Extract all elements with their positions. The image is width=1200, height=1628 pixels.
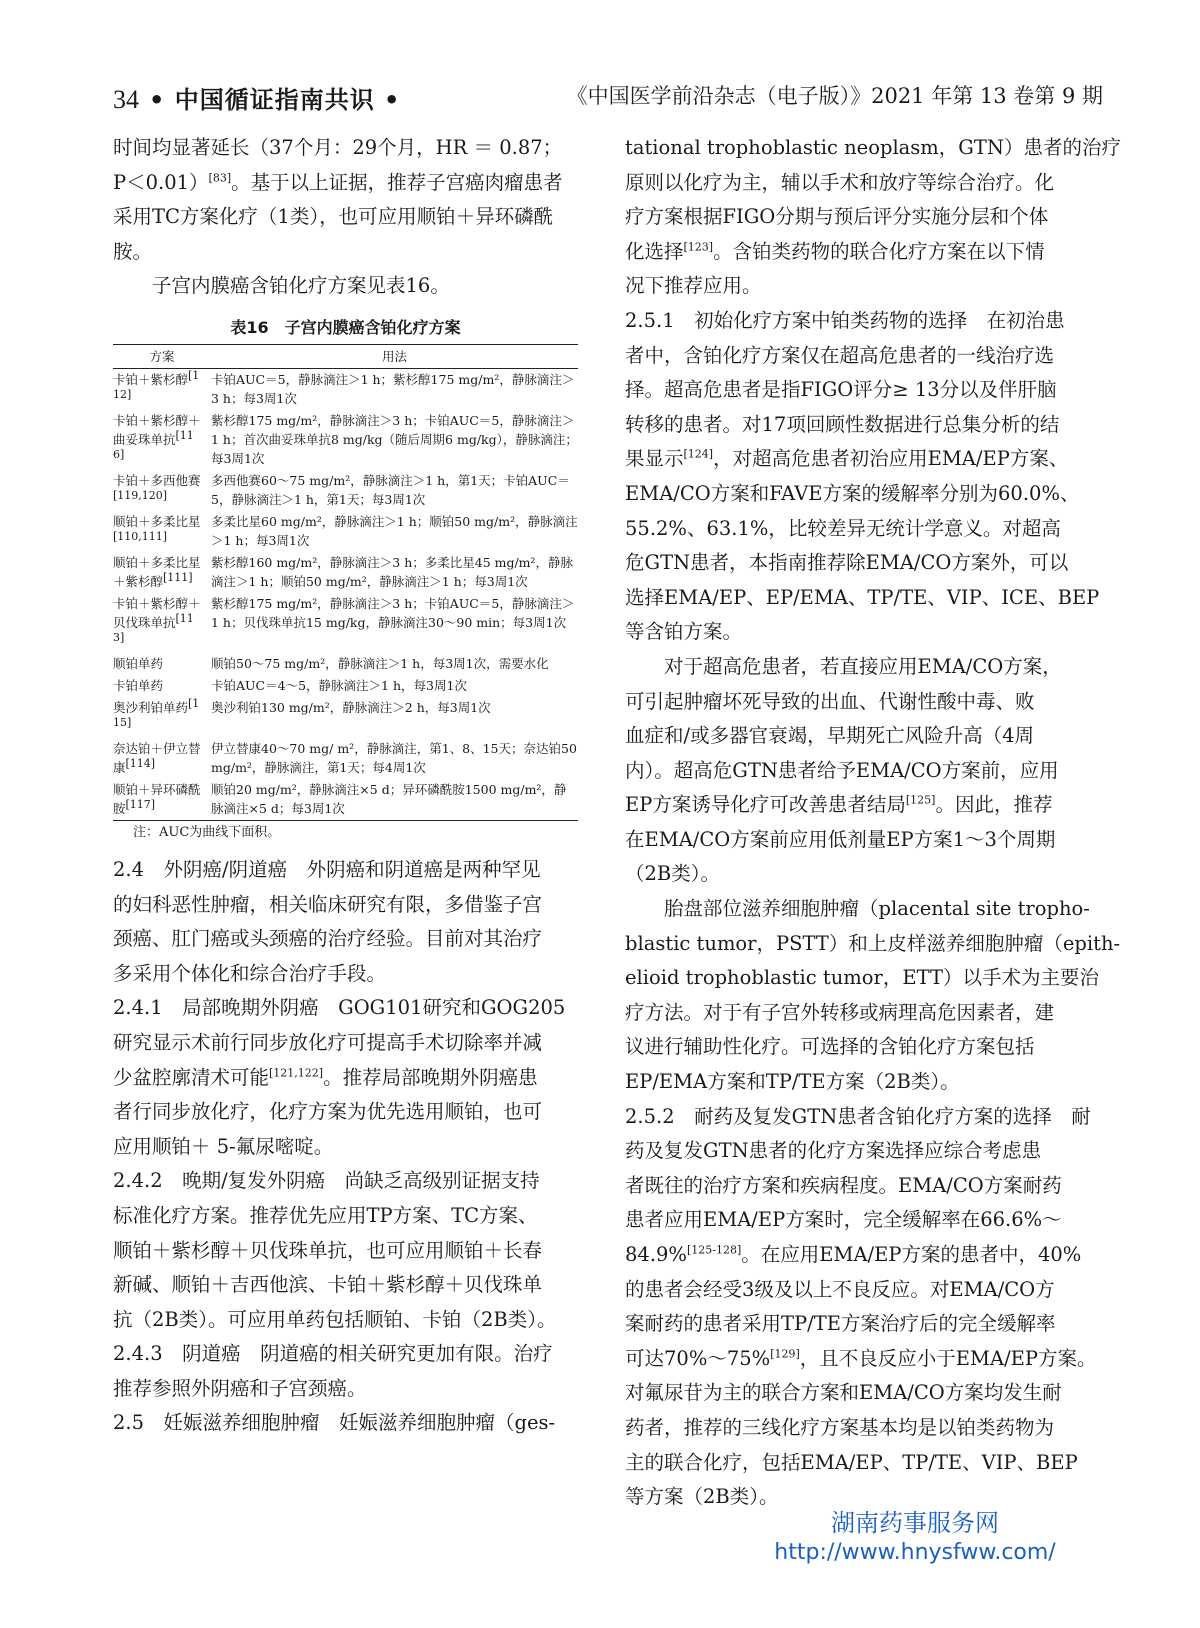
text-line: 胺。 [113,239,153,263]
text-line: 可达70%～75%[129]，且不良反应小于EMA/EP方案。 [625,1346,1097,1370]
section-2-4 [113,853,578,991]
regimen-table [113,344,578,821]
page-number: 34 [113,85,139,114]
paragraph [625,892,1121,1100]
page-header [113,80,1103,116]
text-line: 择。超高危患者是指FIGO评分≥ 13分以及伴肝脑 [625,378,1057,402]
text-line: 选择EMA/EP、EP/EMA、TP/TE、VIP、ICE、BEP [625,585,1100,609]
text-line: 况下推荐应用。 [625,274,762,298]
text-line: 患者应用EMA/EP方案时，完全缓解率在66.6%～ [625,1208,1062,1232]
text-line: 少盆腔廓清术可能[121,122]。推荐局部晚期外阴癌患 [113,1065,538,1089]
text-line: 危GTN患者，本指南推荐除EMA/CO方案外，可以 [625,551,1069,575]
usage-cell: 紫杉醇160 mg/m²，静脉滴注＞3 h；多柔比星45 mg/m²，静脉滴注＞1 h；顺铂50 mg/m²，静脉滴注＞1 h；每3周1次 [211,554,574,589]
usage-cell: 多柔比星60 mg/m²，静脉滴注＞1 h；顺铂50 mg/m²，静脉滴注＞1 h；每3周1次 [211,513,578,548]
text-line: 新碱、顺铂＋吉西他滨、卡铂＋紫杉醇＋贝伐珠单 [113,1273,543,1297]
section-title: • 中国循证指南共识 • [149,86,401,114]
text-line: EP/EMA方案和TP/TE方案（2B类）。 [625,1070,960,1094]
text-line: 时间均显著延长（37个月：29个月，HR ＝ 0.87； [113,136,563,159]
regimen-cell: 顺铂＋多柔比星＋紫杉醇[111] [113,554,201,589]
text-line: tational trophoblastic neoplasm，GTN）患者的治疗 [625,136,1121,159]
text-line: 血症和/或多器官衰竭，早期死亡风险升高（4周 [625,724,1034,748]
paragraph [113,131,578,269]
text-line: 化选择[123]。含铂类药物的联合化疗方案在以下情 [625,239,1045,263]
text-line: 在EMA/CO方案前应用低剂量EP方案1～3个周期 [625,827,1056,851]
table-note: 注：AUC为曲线下面积。 [133,824,281,840]
table-row [113,470,578,511]
text-line: EMA/CO方案和FAVE方案的缓解率分别为60.0%、 [625,481,1080,505]
usage-cell: 奥沙利铂130 mg/m²，静脉滴注＞2 h，每3周1次 [211,699,491,715]
text-line: 案耐药的患者采用TP/TE方案治疗后的完全缓解率 [625,1312,1056,1336]
text-line: 2.4 外阴癌/阴道癌 外阴癌和阴道癌是两种罕见 [113,857,541,881]
section-2-5-1 [625,304,1100,650]
usage-cell: 顺铂50～75 mg/m²，静脉滴注＞1 h，每3周1次，需要水化 [211,655,549,671]
text-line: 原则以化疗为主，辅以手术和放疗等综合治疗。化 [625,170,1055,194]
text-line: 等含铂方案。 [625,620,743,644]
text-line: 2.4.1 局部晚期外阴癌 GOG101研究和GOG205 [113,996,566,1020]
watermark-url: http://www.hnysfww.com/ [774,1540,1056,1565]
text-line: 标准化疗方案。推荐优先应用TP方案、TC方案、 [113,1203,538,1227]
text-line: 顺铂＋紫杉醇＋贝伐珠单抗，也可应用顺铂＋长春 [113,1238,543,1262]
regimen-cell: 卡铂＋紫杉醇[112] [113,368,200,401]
table-row [113,697,578,738]
text-line: 抗（2B类）。可应用单药包括顺铂、卡铂（2B类）。 [113,1307,557,1331]
table-body [113,368,578,820]
text-line: 84.9%[125-128]。在应用EMA/EP方案的患者中，40% [625,1243,1082,1266]
table-header-row [113,344,578,368]
text-line: 等方案（2B类）。 [625,1485,779,1509]
table-row [113,779,578,821]
text-line: 2.5.2 耐药及复发GTN患者含铂化疗方案的选择 耐 [625,1104,1091,1128]
text-line: 多采用个体化和综合治疗手段。 [113,961,387,985]
table-row [113,552,578,593]
table-row [113,410,578,470]
usage-cell: 卡铂AUC＝4～5，静脉滴注＞1 h，每3周1次 [211,677,467,693]
text-line: 果显示[124]，对超高危患者初治应用EMA/EP方案、 [625,447,1069,471]
text-line: 对氟尿苷为主的联合方案和EMA/CO方案均发生耐 [625,1381,1062,1405]
text-line: 应用顺铂＋ 5-氟尿嘧啶。 [113,1134,334,1158]
table-title: 表16 子宫内膜癌含铂化疗方案 [230,317,461,337]
section-2-4-2 [113,1164,578,1337]
regimen-cell: 卡铂＋紫杉醇＋贝伐珠单抗[113] [113,595,201,644]
usage-cell: 卡铂AUC＝5，静脉滴注＞1 h；紫杉醇175 mg/m²，静脉滴注＞3 h；每3周1次 [211,371,575,406]
text-line: 采用TC方案化疗（1类），也可应用顺铂＋异环磷酰 [113,205,554,229]
usage-cell: 紫杉醇175 mg/m²，静脉滴注＞3 h；卡铂AUC＝5，静脉滴注＞1 h；首次曲妥珠单抗8 mg/kg（随后周期6 mg/kg），静脉滴注；每3周1次 [211,412,578,466]
text-line: 疗方法。对于有子宫外转移或病理高危因素者，建 [625,1000,1055,1024]
watermark [765,1508,1065,1568]
table-row [113,675,578,697]
table-row [113,738,578,779]
text-line: 者中，含铂化疗方案仅在超高危患者的一线治疗选 [625,343,1055,367]
text-line: 的患者会经受3级及以上不良反应。对EMA/CO方 [625,1277,1055,1301]
text-line: blastic tumor，PSTT）和上皮样滋养细胞肿瘤（epith- [625,931,1121,955]
col-header-regimen: 方案 [113,344,211,368]
text-line: 疗方案根据FIGO分期与预后评分实施分层和个体 [625,205,1049,229]
section-2-5-2 [625,1100,1097,1515]
left-column [113,131,578,1441]
regimen-cell: 顺铂单药 [113,655,164,671]
regimen-cell: 顺铂＋多柔比星[110,111] [113,513,201,543]
right-column [625,131,1121,1515]
journal-title: 《中国医学前沿杂志（电子版）》2021 年第 13 卷第 9 期 [566,84,1103,108]
col-header-usage: 用法 [211,344,578,368]
text-line: 2.5 妊娠滋养细胞肿瘤 妊娠滋养细胞肿瘤（ges- [113,1411,556,1435]
usage-cell: 紫杉醇175 mg/m²，静脉滴注＞3 h；卡铂AUC＝5，静脉滴注＞1 h；贝伐珠单抗15 mg/kg，静脉滴注30～90 min；每3周1次 [211,595,575,630]
table-reference: 子宫内膜癌含铂化疗方案见表16。 [152,274,450,298]
text-line: 内）。超高危GTN患者给予EMA/CO方案前，应用 [625,758,1059,782]
text-line: 推荐参照外阴癌和子宫颈癌。 [113,1376,367,1400]
table-row [113,368,578,410]
text-line: 者行同步放化疗，化疗方案为优先选用顺铂，也可 [113,1100,543,1124]
text-line: 转移的患者。对17项回顾性数据进行总集分析的结 [625,412,1060,436]
table-row [113,511,578,552]
regimen-cell: 卡铂＋紫杉醇＋曲妥珠单抗[116] [113,412,201,461]
text-line: EP方案诱导化疗可改善患者结局[125]。因此，推荐 [625,793,1053,817]
section-2-5 [113,1406,578,1441]
regimen-cell: 顺铂＋异环磷酰胺[117] [113,781,201,816]
text-line: 胎盘部位滋养细胞肿瘤（placental site tropho- [664,897,1090,921]
text-line: 2.4.3 阴道癌 阴道癌的相关研究更加有限。治疗 [113,1342,553,1366]
text-line: 研究显示术前行同步放化疗可提高手术切除率并减 [113,1030,543,1054]
section-2-4-3 [113,1337,578,1406]
text-line: 可引起肿瘤坏死导致的出血、代谢性酸中毒、败 [625,689,1035,713]
usage-cell: 顺铂20 mg/m²，静脉滴注×5 d；异环磷酰胺1500 mg/m²，静脉滴注×5 d；每3周1次 [211,781,567,816]
text-line: 2.5.1 初始化疗方案中铂类药物的选择 在初治患 [625,308,1065,332]
text-line: 者既往的治疗方案和疾病程度。EMA/CO方案耐药 [625,1173,1062,1197]
text-line: 议进行辅助性化疗。可选择的含铂化疗方案包括 [625,1035,1035,1059]
table-row [113,593,578,653]
text-line: 对于超高危患者，若直接应用EMA/CO方案， [664,654,1062,678]
text-line: 主的联合化疗，包括EMA/EP、TP/TE、VIP、BEP [625,1450,1078,1474]
regimen-cell: 卡铂单药 [113,677,164,693]
text-line: 55.2%、63.1%，比较差异无统计学意义。对超高 [625,516,1061,540]
text-line: P＜0.01）[83]。基于以上证据，推荐子宫癌肉瘤患者 [113,170,563,194]
text-line: elioid trophoblastic tumor，ETT）以手术为主要治 [625,966,1099,990]
text-line: 2.4.2 晚期/复发外阴癌 尚缺乏高级别证据支持 [113,1169,540,1193]
paragraph [625,131,1121,304]
section-2-4-1 [113,991,578,1164]
usage-cell: 伊立替康40～70 mg/ m²，静脉滴注，第1、8、15天；奈达铂50 mg/m²，静脉滴注，第1天；每4周1次 [211,740,577,775]
header-left [113,80,400,115]
table-row [113,653,578,675]
watermark-name: 湖南药事服务网 [831,1509,999,1537]
text-line: 颈癌、肛门癌或头颈癌的治疗经验。目前对其治疗 [113,927,543,951]
regimen-cell: 奥沙利铂单药[115] [113,696,200,729]
regimen-cell: 卡铂＋多西他赛[119,120] [113,472,201,502]
text-line: （2B类）。 [625,862,720,886]
text-line: 药及复发GTN患者的化疗方案选择应综合考虑患 [625,1139,1042,1163]
regimen-cell: 奈达铂＋伊立替康[114] [113,740,201,775]
paragraph [625,650,1090,892]
text-line: 的妇科恶性肿瘤，相关临床研究有限，多借鉴子宫 [113,892,543,916]
usage-cell: 多西他赛60～75 mg/m²，静脉滴注＞1 h，第1天；卡铂AUC＝5，静脉滴注＞1 h，第1天；每3周1次 [211,472,570,507]
text-line: 药者，推荐的三线化疗方案基本均是以铂类药物为 [625,1415,1055,1439]
